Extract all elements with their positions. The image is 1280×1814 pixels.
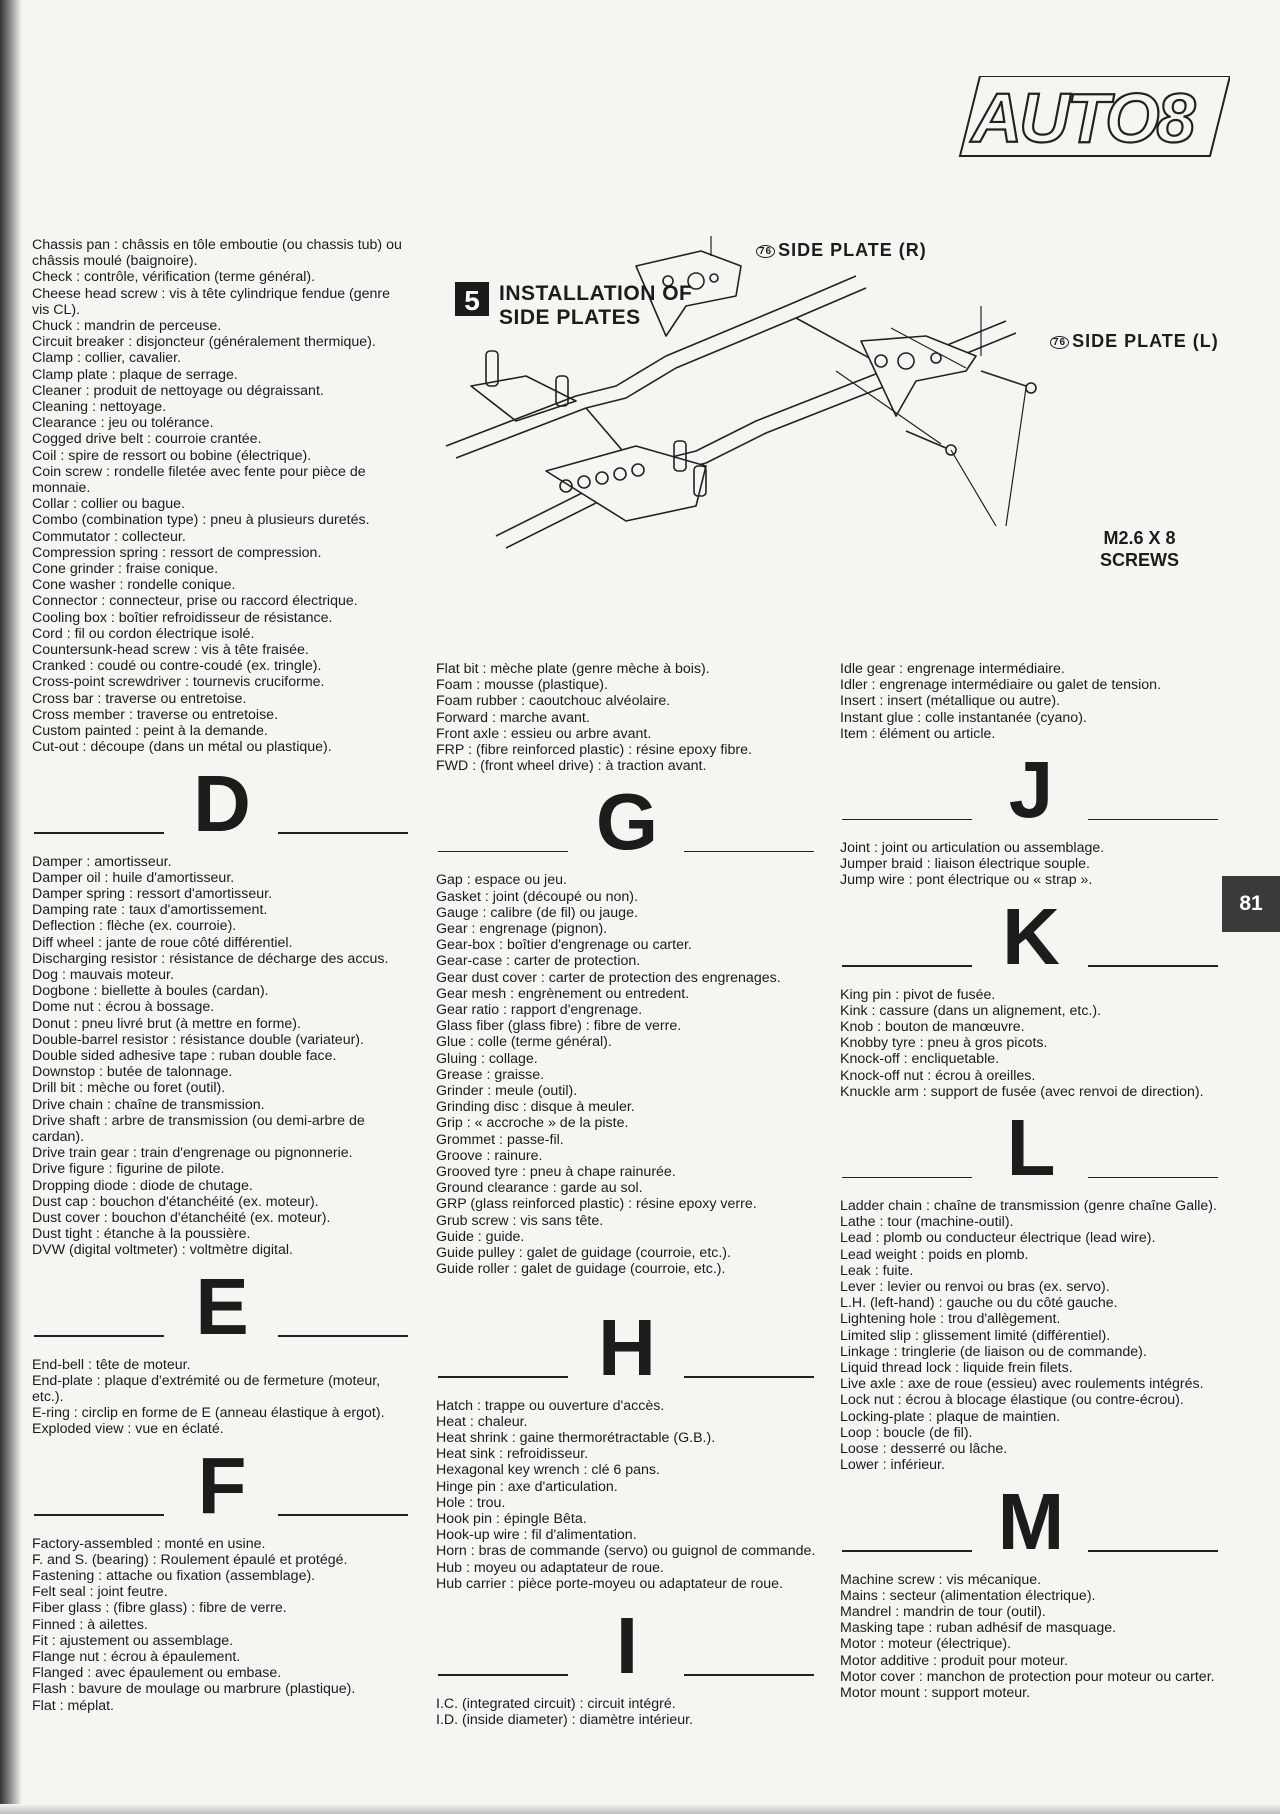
heading-rule-right (1088, 1177, 1218, 1179)
glossary-entry: Liquid thread lock : liquide frein filets. (840, 1360, 1073, 1377)
glossary-entry: Leak : fuite. (840, 1262, 914, 1279)
glossary-entry: Gear : engrenage (pignon). (436, 921, 608, 938)
glossary-entry: Drive chain : chaîne de transmission. (32, 1096, 265, 1113)
heading-rule-right (684, 1674, 814, 1676)
letter-k: K (1002, 891, 1058, 981)
glossary-entry: Loose : desserré ou lâche. (840, 1441, 1008, 1458)
entries-g (436, 872, 816, 1277)
entries-j (840, 840, 1220, 889)
letter-m: M (997, 1476, 1063, 1566)
glossary-entry: Finned : à ailettes. (32, 1616, 148, 1633)
glossary-entry: Damping rate : taux d'amortissement. (32, 902, 268, 919)
glossary-entry: Loop : boucle (de fil). (840, 1424, 973, 1441)
glossary-entry: Heat shrink : gaine thermorétractable (G.B.). (436, 1429, 716, 1446)
glossary-entry: Gasket : joint (découpé ou non). (436, 888, 638, 905)
glossary-entry: Locking-plate : plaque de maintien. (840, 1408, 1061, 1425)
entries-l (840, 1198, 1220, 1473)
glossary-entry: Cross-point screwdriver : tournevis cruciforme. (32, 674, 325, 691)
glossary-entry: Gear dust cover : carter de protection des engrenages. (436, 969, 781, 986)
glossary-entry: Drive shaft : arbre de transmission (ou demi-arbre de cardan). (32, 1112, 365, 1145)
glossary-entry: FWD : (front wheel drive) : à traction avant. (436, 758, 707, 775)
glossary-entry: Flat bit : mèche plate (genre mèche à bois). (436, 661, 710, 677)
glossary-entry: Damper spring : ressort d'amortisseur. (32, 885, 273, 902)
glossary-entry: Cleaning : nettoyage. (32, 399, 167, 416)
glossary-entry: Foam rubber : caoutchouc alvéolaire. (436, 693, 671, 710)
glossary-entry: Commutator : collecteur. (32, 528, 186, 545)
glossary-entry: Instant glue : colle instantanée (cyano). (840, 709, 1087, 726)
glossary-entry: Guide roller : galet de guidage (courroie, etc.). (436, 1261, 726, 1278)
glossary-entry: Factory-assembled : monté en usine. (32, 1535, 266, 1552)
glossary-entry: Insert : insert (métallique ou autre). (840, 693, 1061, 710)
glossary-entry: Heat sink : refroidisseur. (436, 1446, 589, 1463)
glossary-entry: Fiber glass : (fibre glass) : fibre de verre. (32, 1600, 287, 1617)
glossary-entry: Clamp : collier, cavalier. (32, 350, 182, 367)
glossary-entry: Cogged drive belt : courroie crantée. (32, 431, 262, 448)
glossary-entry: Groove : rainure. (436, 1147, 543, 1164)
letter-f: F (197, 1440, 245, 1530)
glossary-entry: Hatch : trappe ou ouverture d'accès. (436, 1397, 665, 1414)
heading-rule-right (1088, 1550, 1218, 1552)
heading-rule-right (684, 1376, 814, 1378)
glossary-entry: Felt seal : joint feutre. (32, 1584, 168, 1601)
glossary-entry: Foam : mousse (plastique). (436, 677, 608, 694)
glossary-entry: Ground clearance : garde au sol. (436, 1180, 643, 1197)
letter-heading-j (840, 745, 1220, 835)
glossary-entry: Forward : marche avant. (436, 709, 590, 726)
glossary-entry: Knuckle arm : support de fusée (avec renvoi de direction). (840, 1083, 1204, 1100)
letter-h: H (598, 1302, 654, 1392)
glossary-entry: Chuck : mandrin de perceuse. (32, 318, 222, 335)
letter-i: I (615, 1600, 637, 1690)
letter-j: J (1008, 745, 1052, 835)
entries-f (32, 1536, 410, 1714)
glossary-entry: Combo (combination type) : pneu à plusieurs duretés. (32, 512, 370, 529)
letter-heading-h (436, 1302, 816, 1392)
glossary-entry: Drill bit : mèche ou foret (outil). (32, 1080, 226, 1097)
glossary-entry: Knobby tyre : pneu à gros picots. (840, 1035, 1048, 1052)
glossary-entry: Knock-off nut : écrou à oreilles. (840, 1067, 1036, 1084)
glossary-entry: Flanged : avec épaulement ou embase. (32, 1665, 282, 1682)
glossary-entry: Check : contrôle, vérification (terme général). (32, 269, 316, 286)
glossary-entry: Donut : pneu livré brut (à mettre en forme). (32, 1015, 301, 1032)
glossary-entry: Hexagonal key wrench : clé 6 pans. (436, 1462, 660, 1479)
glossary-entry: Cross member : traverse ou entretoise. (32, 706, 279, 723)
glossary-entry: Deflection : flèche (ex. courroie). (32, 918, 237, 935)
glossary-entry: Grease : graisse. (436, 1066, 545, 1083)
glossary-entry: Fit : ajustement ou assemblage. (32, 1632, 234, 1649)
screws-label (1100, 527, 1179, 571)
entries-i (436, 1696, 816, 1728)
letter-heading-g (436, 777, 816, 867)
glossary-entry: Damper oil : huile d'amortisseur. (32, 869, 235, 886)
glossary-entry: Machine screw : vis mécanique. (840, 1571, 1042, 1588)
glossary-entry: Dome nut : écrou à bossage. (32, 999, 215, 1016)
glossary-entry: End-bell : tête de moteur. (32, 1356, 191, 1373)
part-number-badge: 76 (1050, 336, 1069, 349)
glossary-entry: Motor mount : support moteur. (840, 1684, 1031, 1701)
glossary-entry: E-ring : circlip en forme de E (anneau élastique à ergot). (32, 1405, 385, 1422)
heading-rule-right (1088, 819, 1218, 821)
glossary-column-3 (840, 661, 1220, 1701)
glossary-entry: Item : élément ou article. (840, 725, 996, 742)
glossary-entry: Double-barrel resistor : résistance double (variateur). (32, 1031, 364, 1048)
glossary-entry: Gear ratio : rapport d'engrenage. (436, 1002, 643, 1019)
glossary-entry: Dogbone : biellette à boules (cardan). (32, 983, 269, 1000)
glossary-entry: Hub carrier : pièce porte-moyeu ou adaptateur de roue. (436, 1575, 784, 1592)
letter-heading-m (840, 1476, 1220, 1566)
glossary-entry: Limited slip : glissement limité (différentiel). (840, 1327, 1111, 1344)
glossary-entry: Circuit breaker : disjoncteur (généralement thermique). (32, 334, 376, 351)
glossary-entry: Idler : engrenage intermédiaire ou galet de tension. (840, 677, 1162, 694)
glossary-entry: End-plate : plaque d'extrémité ou de fermeture (moteur, etc.). (32, 1372, 381, 1405)
glossary-entry: Joint : joint ou articulation ou assemblage. (840, 840, 1105, 857)
entries-i-continued (840, 661, 1220, 742)
glossary-entry: Lower : inférieur. (840, 1457, 945, 1474)
glossary-entry: DVW (digital voltmeter) : voltmètre digital. (32, 1242, 293, 1259)
glossary-entry: Gear-box : boîtier d'engrenage ou carter. (436, 937, 692, 954)
glossary-entry: Countersunk-head screw : vis à tête fraisée. (32, 642, 309, 659)
glossary-entry: Dust cover : bouchon d'étanchéité (ex. moteur). (32, 1209, 331, 1226)
glossary-entry: Hub : moyeu ou adaptateur de roue. (436, 1559, 664, 1576)
glossary-entry: Horn : bras de commande (servo) ou guignol de commande. (436, 1543, 816, 1560)
entries-k (840, 987, 1220, 1100)
glossary-entry: Fastening : attache ou fixation (assemblage). (32, 1568, 316, 1584)
glossary-entry: Exploded view : vue en éclaté. (32, 1421, 224, 1438)
glossary-entry: Lock nut : écrou à blocage élastique (ou contre-écrou). (840, 1392, 1184, 1409)
letter-e: E (195, 1261, 247, 1351)
glossary-entry: Dust tight : étanche à la poussière. (32, 1226, 251, 1243)
letter-heading-l (840, 1103, 1220, 1193)
page-bottom-edge (0, 1804, 1280, 1814)
glossary-entry: Coin screw : rondelle filetée avec fente pour pièce de monnaie. (32, 463, 366, 497)
entries-c-continued (32, 237, 410, 756)
side-plate-left-text: SIDE PLATE (L) (1072, 331, 1219, 351)
glossary-entry: Mains : secteur (alimentation électrique). (840, 1587, 1096, 1604)
letter-heading-i (436, 1600, 816, 1690)
glossary-entry: Lever : levier ou renvoi ou bras (ex. servo). (840, 1279, 1110, 1296)
letter-d: D (193, 758, 249, 848)
glossary-entry: Heat : chaleur. (436, 1413, 528, 1430)
entries-d (32, 854, 410, 1259)
glossary-entry: Motor cover : manchon de protection pour moteur ou carter. (840, 1668, 1215, 1685)
glossary-entry: Cone grinder : fraise conique. (32, 561, 219, 578)
glossary-entry: Lead : plomb ou conducteur électrique (lead wire). (840, 1230, 1156, 1247)
glossary-entry: L.H. (left-hand) : gauche ou du côté gauche. (840, 1295, 1118, 1312)
glossary-entry: GRP (glass reinforced plastic) : résine epoxy verre. (436, 1196, 757, 1213)
glossary-entry: Dog : mauvais moteur. (32, 966, 174, 983)
glossary-entry: Hook pin : épingle Bêta. (436, 1510, 587, 1527)
glossary-entry: Chassis pan : châssis en tôle emboutie (ou chassis tub) ou châssis moulé (baignoire). (32, 237, 402, 270)
glossary-entry: Gear mesh : engrènement ou entredent. (436, 985, 690, 1002)
glossary-entry: Dust cap : bouchon d'étanchéité (ex. moteur). (32, 1193, 319, 1210)
screws-size: M2.6 X 8 (1103, 528, 1176, 548)
glossary-entry: Compression spring : ressort de compression. (32, 544, 322, 561)
glossary-entry: Cross bar : traverse ou entretoise. (32, 690, 247, 707)
glossary-entry: Motor additive : produit pour moteur. (840, 1652, 1068, 1669)
glossary-entry: Grip : « accroche » de la piste. (436, 1115, 629, 1132)
glossary-entry: Cheese head screw : vis à tête cylindrique fendue (genre vis CL). (32, 285, 391, 318)
glossary-entry: Cleaner : produit de nettoyage ou dégraissant. (32, 382, 324, 399)
glossary-entry: Cooling box : boîtier refroidisseur de résistance. (32, 609, 333, 626)
glossary-entry: Live axle : axe de roue (essieu) avec roulements intégrés. (840, 1376, 1204, 1393)
glossary-entry: Coil : spire de ressort ou bobine (électrique). (32, 447, 312, 464)
glossary-entry: Gap : espace ou jeu. (436, 872, 567, 889)
glossary-entry: Front axle : essieu ou arbre avant. (436, 725, 652, 742)
glossary-entry: Drive train gear : train d'engrenage ou pignonnerie. (32, 1145, 353, 1162)
glossary-entry: Gluing : collage. (436, 1050, 538, 1067)
glossary-column-1 (32, 237, 410, 1714)
glossary-entry: Flash : bavure de moulage ou marbrure (plastique). (32, 1681, 356, 1698)
glossary-entry: Jump wire : pont électrique ou « strap ». (840, 872, 1093, 889)
heading-rule-right (1088, 965, 1218, 967)
glossary-entry: F. and S. (bearing) : Roulement épaulé et protégé. (32, 1551, 348, 1568)
letter-heading-f (32, 1440, 410, 1530)
side-plate-left-label (1050, 331, 1219, 352)
glossary-column-2 (436, 661, 816, 1728)
glossary-entry: Guide pulley : galet de guidage (courroie, etc.). (436, 1245, 731, 1262)
letter-l: L (1006, 1103, 1054, 1193)
side-plate-right-text: SIDE PLATE (R) (778, 240, 927, 260)
glossary-entry: Clamp plate : plaque de serrage. (32, 366, 238, 383)
glossary-entry: Cranked : coudé ou contre-coudé (ex. tringle). (32, 658, 322, 675)
glossary-entry: Glue : colle (terme général). (436, 1034, 612, 1051)
glossary-entry: Knock-off : encliquetable. (840, 1051, 1000, 1068)
part-number-badge: 76 (756, 245, 775, 258)
heading-rule-right (278, 1335, 408, 1337)
heading-rule-right (684, 851, 814, 853)
glossary-entry: I.C. (integrated circuit) : circuit intégré. (436, 1695, 676, 1712)
glossary-entry: Jumper braid : liaison électrique souple. (840, 856, 1090, 873)
page-binding-shadow (0, 0, 22, 1814)
glossary-entry: Custom painted : peint à la demande. (32, 723, 268, 740)
step-title (499, 282, 692, 330)
glossary-entry: Masking tape : ruban adhésif de masquage. (840, 1620, 1117, 1637)
glossary-entry: Gear-case : carter de protection. (436, 953, 641, 970)
logo-text: AUTO8 (971, 79, 1193, 157)
glossary-entry: Glass fiber (glass fibre) : fibre de verre. (436, 1018, 682, 1035)
glossary-entry: Guide : guide. (436, 1228, 525, 1245)
glossary-entry: Grinder : meule (outil). (436, 1083, 578, 1100)
glossary-entry: FRP : (fibre reinforced plastic) : résine epoxy fibre. (436, 742, 752, 759)
glossary-entry: Hinge pin : axe d'articulation. (436, 1478, 618, 1495)
heading-rule-right (278, 1514, 408, 1516)
glossary-entry: Downstop : butée de talonnage. (32, 1064, 233, 1081)
glossary-entry: Mandrel : mandrin de tour (outil). (840, 1603, 1046, 1620)
page-number-tab: 81 (1222, 876, 1280, 932)
letter-heading-e (32, 1261, 410, 1351)
glossary-entry: Double sided adhesive tape : ruban double face. (32, 1047, 337, 1064)
glossary-entry: Lightening hole : trou d'allègement. (840, 1311, 1061, 1328)
screws-text: SCREWS (1100, 550, 1180, 570)
entries-m (840, 1572, 1220, 1702)
glossary-entry: Cut-out : découpe (dans un métal ou plastique). (32, 739, 332, 756)
glossary-entry: Flat : méplat. (32, 1697, 115, 1714)
letter-heading-k (840, 891, 1220, 981)
glossary-entry: Grinding disc : disque à meuler. (436, 1099, 635, 1116)
glossary-entry: Lead weight : poids en plomb. (840, 1246, 1029, 1263)
glossary-entry: Diff wheel : jante de roue côté différentiel. (32, 934, 293, 951)
glossary-entry: Hole : trou. (436, 1494, 506, 1511)
glossary-entry: Gauge : calibre (de fil) ou jauge. (436, 904, 638, 921)
glossary-entry: Dropping diode : diode de chutage. (32, 1177, 253, 1194)
glossary-entry: Cone washer : rondelle conique. (32, 577, 236, 594)
glossary-entry: Hook-up wire : fil d'alimentation. (436, 1527, 637, 1544)
glossary-entry: Knob : bouton de manœuvre. (840, 1019, 1025, 1036)
step-number-badge: 5 (455, 282, 489, 316)
entries-f-continued (436, 661, 816, 774)
letter-heading-d (32, 758, 410, 848)
glossary-entry: Collar : collier ou bague. (32, 496, 185, 513)
glossary-entry: Kink : cassure (dans un alignement, etc.). (840, 1002, 1102, 1019)
glossary-entry: Connector : connecteur, prise ou raccord électrique. (32, 593, 358, 610)
entries-e (32, 1357, 410, 1438)
step-title-line-2: SIDE PLATES (499, 306, 641, 329)
glossary-entry: Cord : fil ou cordon électrique isolé. (32, 625, 255, 642)
glossary-entry: Drive figure : figurine de pilote. (32, 1161, 225, 1178)
glossary-entry: Grooved tyre : pneu à chape rainurée. (436, 1164, 676, 1181)
glossary-entry: Ladder chain : chaîne de transmission (genre chaîne Galle). (840, 1198, 1217, 1215)
glossary-entry: Flange nut : écrou à épaulement. (32, 1649, 241, 1666)
glossary-entry: Discharging resistor : résistance de décharge des accus. (32, 950, 389, 967)
heading-rule-right (278, 832, 408, 834)
entries-h (436, 1398, 816, 1592)
glossary-entry: Grub screw : vis sans tête. (436, 1212, 604, 1229)
glossary-entry: Linkage : tringlerie (de liaison ou de commande). (840, 1343, 1147, 1360)
side-plate-right-label (756, 240, 927, 261)
step-heading (455, 282, 692, 330)
glossary-entry: Idle gear : engrenage intermédiaire. (840, 661, 1065, 677)
glossary-entry: I.D. (inside diameter) : diamètre intérieur. (436, 1712, 694, 1729)
step-title-line-1: INSTALLATION OF (499, 282, 693, 305)
glossary-entry: Lathe : tour (machine-outil). (840, 1214, 1014, 1231)
glossary-entry: Clearance : jeu ou tolérance. (32, 415, 214, 432)
auto8-logo (940, 76, 1230, 158)
glossary-entry: Damper : amortisseur. (32, 853, 172, 870)
letter-g: G (595, 777, 657, 867)
glossary-entry: Motor : moteur (électrique). (840, 1636, 1012, 1653)
glossary-entry: Grommet : passe-fil. (436, 1131, 564, 1148)
glossary-entry: King pin : pivot de fusée. (840, 986, 996, 1003)
